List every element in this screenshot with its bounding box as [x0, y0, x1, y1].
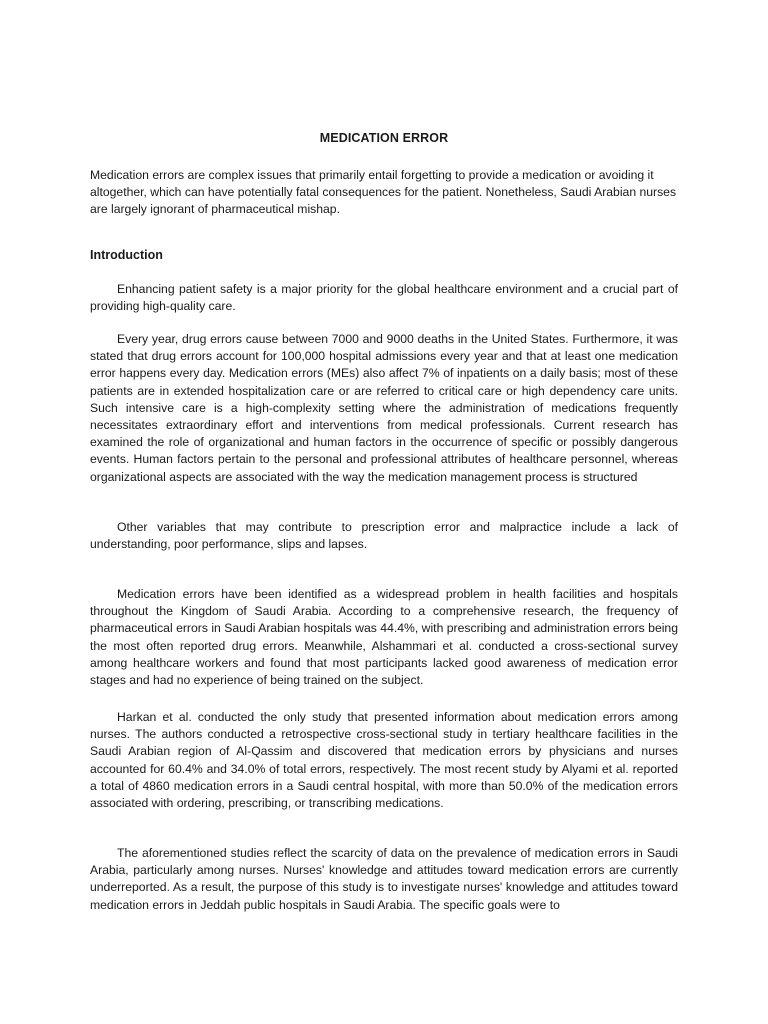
body-paragraph-5: Harkan et al. conducted the only study that presented information about medication errors among nurses. The authors conducted a retrospective cross-sectional study in tertiary healthcare facilities in the Saudi Arabian region of Al-Qassim and discovered that medication errors by physicians and nurses accounted for 60.4% and 34.0% of total errors, respectively. The most recent study by Alyami et al. reported a total of 4860 medication errors in a Saudi central hospital, with more than 50.0% of the medication errors associated with ordering, prescribing, or transcribing medications.	[90, 710, 678, 811]
body-paragraph-6: The aforementioned studies reflect the scarcity of data on the prevalence of medication errors in Saudi Arabia, particularly among nurses. Nurses' knowledge and attitudes toward medication errors are currently underreported. As a result, the purpose of this study is to investigate nurses' knowledge and attitudes toward medication errors in Jeddah public hospitals in Saudi Arabia. The specific goals were to	[90, 846, 678, 912]
body-paragraph-4: Medication errors have been identified as a widespread problem in health facilities and hospitals throughout the Kingdom of Saudi Arabia. According to a comprehensive research, the frequency of pharmaceutical errors in Saudi Arabian hospitals was 44.4%, with prescribing and administration errors being the most often reported drug errors. Meanwhile, Alshammari et al. conducted a cross-sectional survey among healthcare workers and found that most participants lacked good awareness of medication error stages and had no experience of being trained on the subject.	[90, 587, 678, 688]
body-paragraph-2: Every year, drug errors cause between 7000 and 9000 deaths in the United States. Furthermore, it was stated that drug errors account for 100,000 hospital admissions every year and that at least one medication error happens every day. Medication errors (MEs) also affect 7% of inpatients on a daily basis; most of these patients are in extended hospitalization care or are referred to critical care or high dependency care units. Such intensive care is a high-complexity setting where the administration of medications frequently necessitates extraordinary effort and interventions from medical professionals. Current research has examined the role of organizational and human factors in the occurrence of specific or possibly dangerous events. Human factors pertain to the personal and professional attributes of healthcare personnel, whereas organizational aspects are associated with the way the medication management process is structured	[90, 332, 678, 484]
body-paragraph-3: Other variables that may contribute to prescription error and malpractice include a lack of understanding, poor performance, slips and lapses.	[90, 520, 678, 552]
body-paragraph-1: Enhancing patient safety is a major priority for the global healthcare environment and a crucial part of providing high-quality care.	[90, 282, 678, 314]
document-title: MEDICATION ERROR	[319, 131, 449, 145]
abstract-paragraph: Medication errors are complex issues that primarily entail forgetting to provide a medication or avoiding it altogether, which can have potentially fatal consequences for the patient. Nonetheless, Saudi Arabian nurses are largely ignorant of pharmaceutical mishap.	[90, 168, 677, 217]
introduction-heading: Introduction	[90, 248, 163, 262]
document-page	[90, 0, 678, 1024]
